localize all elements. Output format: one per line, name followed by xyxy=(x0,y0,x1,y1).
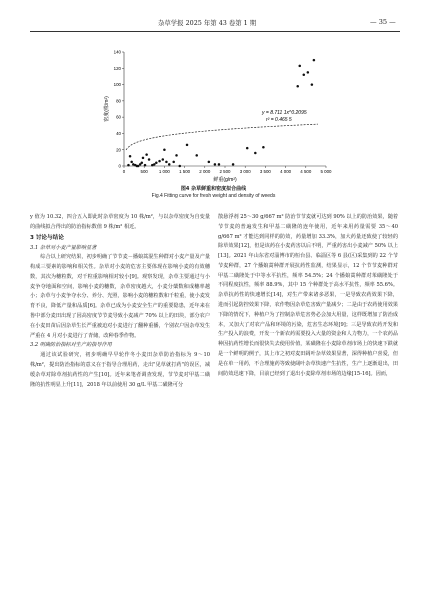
data-point xyxy=(144,164,147,167)
scatter-chart xyxy=(94,46,334,188)
data-point xyxy=(311,83,314,86)
data-point xyxy=(130,161,133,164)
data-point xyxy=(175,154,178,157)
fit-equation: y = 8.711 1x^0.2095 xyxy=(262,110,307,116)
running-header xyxy=(0,18,427,32)
data-point xyxy=(296,85,299,88)
x-axis-label: 鲜重(g/m²) xyxy=(213,177,237,183)
x-tick-label: 500 xyxy=(140,169,148,174)
data-point xyxy=(129,155,132,158)
data-point xyxy=(145,153,148,156)
journal-title: 杂草学报 2025 年第 43 卷第 1 期 xyxy=(158,19,257,27)
data-point xyxy=(165,161,168,164)
x-tick-label: 3 000 xyxy=(239,169,251,174)
x-tick-label: 5 000 xyxy=(320,169,332,174)
data-point xyxy=(141,161,144,164)
data-point xyxy=(254,152,256,155)
paragraph: 综合以上研究结果，初步明确了节节麦－播娘蒿混生种群对小麦产量及产量构成三要素的影响和相关性。杂草对小麦的危害主要体现在影响小麦的有效穗数，其次为穗粒数，对千粒重影响相对较小[9]。观察发现，杂草主要通过与小麦争夺地面和空间，影响小麦的穗数，杂草密度越大，小麦分蘖数和成穗率越小；杂草与小麦争夺水分、养分、光照，影响小麦的穗粒数和千粒重，使小麦发育不良，降低产量和品质[6]。杂草已成为小麦安全生产的重要隐患，近年来在鲁中部分麦田出现了因高密度节节麦导致小麦减产 70% 以上的田块，部分农户在小麦田苗后因杂草生长严重被迫对小麦进行了翻种重播，个别农户因杂草发生严重在 4 月对小麦进行了青储，改种春季作物。 xyxy=(30,254,210,339)
right-column xyxy=(218,213,398,379)
y-axis-label: 密度(株/m²) xyxy=(104,96,110,122)
subsection-heading: 3.2 明确防治指标对生产的指导作用 xyxy=(30,342,112,349)
data-point xyxy=(155,161,158,164)
paragraph: y 值为 10.32，四合五入即此时杂草密度为 10 株/m²，与以杂草密度为自变量的曲线拟合得出的防治指标数值 9 株/m² 相近。 xyxy=(30,214,210,230)
figure-caption-en: Fig.4 Fitting curve for fresh weight and density of weeds xyxy=(151,193,276,199)
y-tick-label: 120 xyxy=(113,65,121,71)
y-tick-label: 100 xyxy=(113,82,121,88)
section-heading: 3 讨论与结论 xyxy=(30,234,64,241)
y-tick-label: 0 xyxy=(118,163,121,169)
data-point xyxy=(232,163,235,166)
data-point xyxy=(168,163,171,166)
x-tick-label: 1 000 xyxy=(158,169,170,174)
paragraph: 散悬浮剂 25～30 g/667 m² 防治节节麦就可达到 90% 以上的防治效果，随着节节麦的普遍发生和甲基二磺隆的连年使用，近年来用药量需要 35～40 g/667 m² 才能达到同样的防效，药量增加 33.3%，加大药量还致使了较轻的除草效果[12]，但是该药在小麦药害以后不明，严重药害出小麦减产 50% 以上[13]。2021 年山东省对淄博市的桓台县、临淄区等 6 县(区)采集到的 22 个节节麦种群，27 个播娘蒿种群开展抗药性监测，结果显示，12 个节节麦种群对甲基二磺隆处于中等水平抗性，频率 54.5%；24 个播娘蒿种群对苯磺隆处于不同程度抗性，频率 88.9%，其中 15 个种群处于高水平抗性，频率 55.6%。杂草抗药性的快速增长[14]，对生产带来诸多恶果，一是导致农药效果下降，进而引起防控效果下降，农作物因杂草危害致产量减少；二是由于农药使用效果下降的情况下，种植户为了控制杂草危害势必会加大用量，这样既增加了防治成本，又加大了对农产品和环境的污染，危害生态环境[9]；三是导致农药开发和生产投入的浪费，开发一个新农药需要投入大量的资金和人力物力，一个农药品种因抗药性增长而很快失去使用价值，某磺隆在小麦除草剂市场上的快速下跌就是一个鲜明的例子，其上市之初对麦田阔叶杂草效果显著，深得种植户喜爱，但是在单一用药，不合理施药等致使阔叶杂草快速产生抗性，生产上逐渐退出，田间防效迅速下降，目前已经到了退出小麦除草剂市场的边缘[15-16]。因而， xyxy=(218,214,398,377)
data-point xyxy=(307,71,310,74)
left-column xyxy=(30,213,210,390)
header-rule xyxy=(30,31,400,32)
y-tick-label: 40 xyxy=(116,131,121,137)
x-tick-label: 4 000 xyxy=(280,169,292,174)
data-point xyxy=(208,161,211,164)
data-point xyxy=(162,158,165,161)
data-point xyxy=(195,154,198,157)
x-tick-label: 0 xyxy=(122,169,126,174)
fit-curve xyxy=(126,124,318,150)
page-number: — 35 — xyxy=(370,18,396,26)
data-point xyxy=(172,161,175,164)
x-tick-label: 3 500 xyxy=(259,169,271,174)
y-tick-label: 80 xyxy=(116,98,121,104)
paragraph: 通过该试验研究，初步明确早早轮作冬小麦田杂草防治指标为 9～10 株/m²，提出防治指标的意义在于指导合理用药，走出"见草就打药"的误区，减缓杂草对除草剂抗药性的产生[10]。近年来笔者调查发现，节节麦对甲基二磺隆的抗性明显上升[11]，2018 年以前使用 30 g/L 甲基二磺隆可分 xyxy=(30,352,210,388)
subsection-heading: 3.1 杂草对小麦产量影响显著 xyxy=(30,244,97,251)
data-point xyxy=(313,59,316,62)
data-point xyxy=(127,164,130,167)
fit-r-squared: r² = 0.465 5 xyxy=(266,117,292,123)
x-tick-label: 4 500 xyxy=(300,169,312,174)
data-point xyxy=(142,157,145,160)
data-point xyxy=(298,65,301,68)
y-tick-label: 20 xyxy=(116,147,121,153)
x-tick-label: 1 500 xyxy=(179,169,191,174)
data-point xyxy=(246,147,249,150)
data-point xyxy=(218,163,221,166)
x-tick-label: 2 000 xyxy=(199,169,211,174)
data-point xyxy=(158,160,161,163)
data-point xyxy=(179,165,182,168)
data-point xyxy=(214,163,217,166)
y-tick-label: 60 xyxy=(116,114,121,120)
figure-caption-cn: 图4 杂草鲜重和密度拟合曲线 xyxy=(180,186,247,192)
y-tick-label: 140 xyxy=(113,49,121,55)
data-point xyxy=(303,74,306,77)
data-point xyxy=(262,146,265,149)
data-point xyxy=(137,165,140,168)
x-tick-label: 2 500 xyxy=(219,169,231,174)
data-point xyxy=(153,163,156,166)
data-point xyxy=(163,148,166,151)
data-point xyxy=(148,158,151,161)
data-point xyxy=(186,144,189,147)
